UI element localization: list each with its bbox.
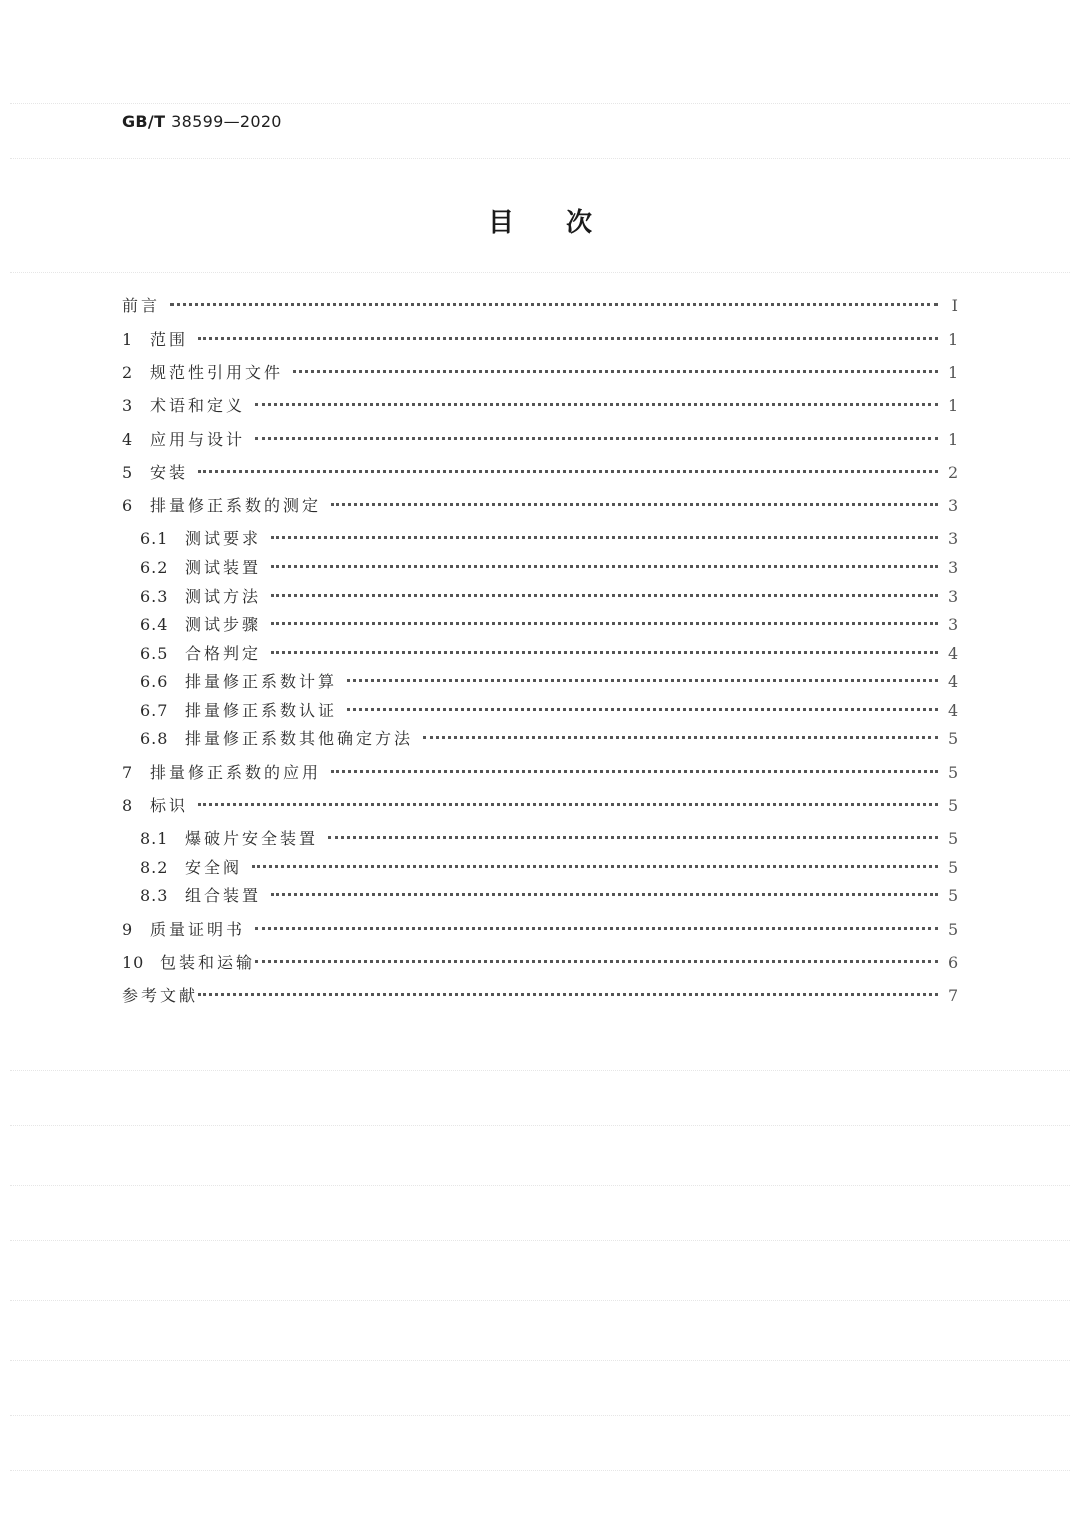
toc-leader-dots [255, 960, 938, 963]
toc-entry-number: 6.7 [140, 701, 169, 720]
toc-leader-dots [170, 303, 938, 306]
toc-entry-7[interactable] [122, 761, 958, 785]
toc-entry-page: 1 [948, 330, 959, 349]
standard-number: 38599—2020 [171, 112, 282, 131]
toc-entry-label: 参考文献 [122, 986, 199, 1005]
toc-entry-number: 4 [122, 430, 134, 449]
toc-entry-page: 6 [948, 953, 959, 972]
standard-code [122, 112, 282, 131]
toc-leader-dots [347, 708, 938, 711]
toc-entry-number: 8.2 [140, 858, 169, 877]
toc-entry-number: 6.8 [140, 729, 169, 748]
toc-entry-6-3[interactable] [122, 585, 958, 609]
toc-entry-8[interactable] [122, 794, 958, 818]
toc-entry-1[interactable] [122, 328, 958, 352]
toc-entry-number: 5 [122, 463, 134, 482]
toc-entry-label: 测试装置 [185, 558, 262, 577]
toc-entry-label: 应用与设计 [150, 430, 246, 449]
toc-leader-dots [293, 370, 938, 373]
toc-entry-label: 安装 [150, 463, 189, 482]
toc-entry-label: 测试方法 [185, 587, 262, 606]
toc-entry-number: 8.3 [140, 886, 169, 905]
toc-entry-page: Ⅰ [951, 296, 958, 315]
scan-line [10, 1185, 1070, 1186]
toc-entry-label: 测试步骤 [185, 615, 262, 634]
toc-entry-6[interactable] [122, 494, 958, 518]
toc-entry-number: 6.2 [140, 558, 169, 577]
toc-entry-number: 6.6 [140, 672, 169, 691]
toc-entry-page: 5 [948, 729, 959, 748]
toc-leader-dots [331, 770, 938, 773]
toc-entry-6-2[interactable] [122, 556, 958, 580]
scan-line [10, 1470, 1070, 1471]
toc-entry-page: 2 [948, 463, 959, 482]
toc-leader-dots [271, 594, 938, 597]
toc-entry-number: 6 [122, 496, 134, 515]
toc-leader-dots [271, 622, 938, 625]
toc-entry-6-6[interactable] [122, 670, 958, 694]
toc-entry-page: 4 [948, 644, 959, 663]
standard-prefix: GB/T [122, 112, 166, 131]
toc-entry-label: 爆破片安全装置 [185, 829, 319, 848]
toc-entry-number: 3 [122, 396, 134, 415]
toc-entry-label: 排量修正系数的应用 [150, 763, 322, 782]
toc-entry-page: 1 [948, 363, 959, 382]
toc-leader-dots [331, 503, 938, 506]
toc-entry-9[interactable] [122, 918, 958, 942]
toc-entry-number: 8.1 [140, 829, 169, 848]
toc-entry-label: 安全阀 [185, 858, 243, 877]
toc-entry-page: 5 [948, 858, 959, 877]
toc-entry-page: 5 [948, 829, 959, 848]
toc-entry-page: 7 [948, 986, 959, 1005]
toc-entry-label: 排量修正系数计算 [185, 672, 338, 691]
toc-entry-label: 排量修正系数的测定 [150, 496, 322, 515]
toc-entry-label: 排量修正系数认证 [185, 701, 338, 720]
page-title: 目次 [487, 208, 644, 238]
toc-entry-8-1[interactable] [122, 827, 958, 851]
toc-entry-label: 合格判定 [185, 644, 262, 663]
toc-entry-number: 6.4 [140, 615, 169, 634]
toc-entry-label: 前言 [122, 296, 161, 315]
toc-leader-dots [255, 927, 938, 930]
toc-entry-label: 包装和运输 [160, 953, 256, 972]
toc-entry-6-4[interactable] [122, 613, 958, 637]
toc-entry-label: 标识 [150, 796, 189, 815]
scan-line [10, 158, 1070, 159]
toc-entry-page: 3 [948, 587, 959, 606]
toc-entry-8-2[interactable] [122, 856, 958, 880]
toc-leader-dots [347, 679, 938, 682]
toc-leader-dots [198, 470, 938, 473]
toc-entry-number: 1 [122, 330, 134, 349]
toc-entry-number: 6.5 [140, 644, 169, 663]
toc-entry-3[interactable] [122, 394, 958, 418]
toc-entry-label: 质量证明书 [150, 920, 246, 939]
toc-entry-number: 7 [122, 763, 134, 782]
scan-line [10, 1070, 1070, 1071]
toc-entry-page: 5 [948, 763, 959, 782]
scan-line [10, 1125, 1070, 1126]
toc-leader-dots [255, 437, 938, 440]
scan-line [10, 103, 1070, 104]
scan-line [10, 1240, 1070, 1241]
scan-line [10, 1300, 1070, 1301]
toc-entry-10[interactable] [122, 951, 958, 975]
toc-leader-dots [271, 893, 938, 896]
toc-leader-dots [271, 651, 938, 654]
toc-leader-dots [271, 536, 938, 539]
toc-entry-page: 3 [948, 529, 959, 548]
toc-entry-page: 5 [948, 920, 959, 939]
scan-line [10, 1360, 1070, 1361]
toc-entry-number: 8 [122, 796, 134, 815]
toc-entry-number: 10 [122, 953, 145, 972]
toc-entry-foreword[interactable] [122, 294, 958, 318]
toc-entry-6-8[interactable] [122, 727, 958, 751]
toc-leader-dots [423, 736, 938, 739]
toc-entry-page: 4 [948, 701, 959, 720]
scan-line [10, 272, 1070, 273]
toc-leader-dots [198, 993, 938, 996]
toc-leader-dots [328, 836, 938, 839]
toc-entry-4[interactable] [122, 428, 958, 452]
toc-entry-6-5[interactable] [122, 642, 958, 666]
toc-leader-dots [252, 865, 938, 868]
toc-entry-number: 2 [122, 363, 134, 382]
toc-entry-page: 1 [948, 430, 959, 449]
toc-entry-number: 6.3 [140, 587, 169, 606]
toc-leader-dots [271, 565, 938, 568]
toc-entry-page: 3 [948, 558, 959, 577]
toc-entry-label: 测试要求 [185, 529, 262, 548]
toc-entry-page: 3 [948, 496, 959, 515]
toc-entry-bibliography[interactable] [122, 984, 958, 1008]
scan-line [10, 1415, 1070, 1416]
toc-entry-label: 术语和定义 [150, 396, 246, 415]
toc-entry-label: 范围 [150, 330, 189, 349]
toc-entry-page: 5 [948, 796, 959, 815]
toc-leader-dots [198, 803, 938, 806]
toc-entry-6-7[interactable] [122, 699, 958, 723]
toc-entry-label: 组合装置 [185, 886, 262, 905]
toc-entry-page: 1 [948, 396, 959, 415]
toc-entry-label: 规范性引用文件 [150, 363, 284, 382]
toc-entry-8-3[interactable] [122, 884, 958, 908]
toc-entry-2[interactable] [122, 361, 958, 385]
toc-entry-5[interactable] [122, 461, 958, 485]
toc-entry-6-1[interactable] [122, 527, 958, 551]
toc-entry-label: 排量修正系数其他确定方法 [185, 729, 414, 748]
toc-entry-page: 5 [948, 886, 959, 905]
toc-leader-dots [198, 337, 938, 340]
toc-leader-dots [255, 403, 938, 406]
toc-entry-number: 6.1 [140, 529, 169, 548]
toc-entry-page: 3 [948, 615, 959, 634]
toc-entry-page: 4 [948, 672, 959, 691]
toc-entry-number: 9 [122, 920, 134, 939]
